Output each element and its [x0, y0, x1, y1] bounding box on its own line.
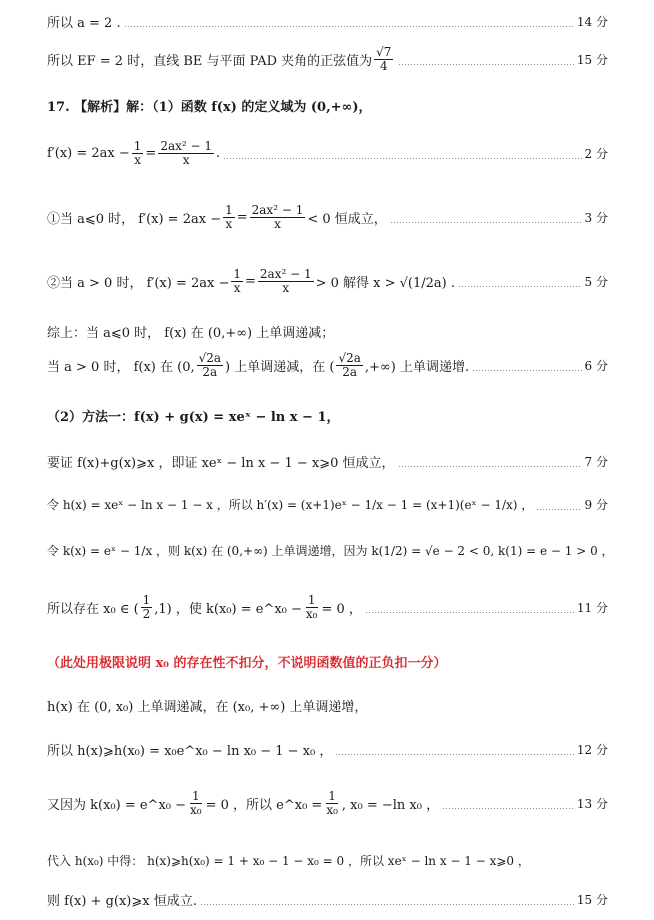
fraction-denominator: x	[282, 280, 290, 295]
line-text	[47, 204, 387, 230]
fraction-denominator: x₀	[326, 802, 338, 817]
leader-dots	[124, 26, 574, 27]
leader-dots	[442, 808, 574, 809]
line-text-mid: = 0 ，所以 e^x₀ =	[205, 797, 323, 813]
solution-line	[47, 352, 608, 378]
solution-line	[47, 452, 608, 471]
fraction-numerator: 2ax² − 1	[259, 267, 312, 281]
line-text: 要证 f(x)+g(x)⩾x ，即证 xeˣ − ln x − 1 − x⩾0 恒成立，	[47, 456, 395, 471]
fraction-numerator: 2ax² − 1	[251, 203, 304, 217]
method-heading: （2）方法一：f(x) + g(x) = xeˣ − ln x − 1，	[47, 410, 340, 425]
solution-line	[47, 696, 608, 715]
fraction-numerator: 1	[328, 789, 336, 803]
fraction	[304, 594, 320, 620]
line-text-mid: ,1) ，使 k(x₀) = e^x₀ −	[154, 601, 302, 617]
leader-dots	[365, 612, 574, 613]
line-text	[47, 46, 395, 72]
line-text-pre: ①当 a⩽0 时， f′(x) = 2ax −	[47, 211, 222, 227]
solution-line	[47, 322, 608, 341]
fraction-numerator: √2a	[198, 351, 222, 365]
line-text-mid: =	[236, 209, 248, 225]
line-text-post: , x₀ = −ln x₀ ，	[341, 797, 440, 813]
line-text: 综上：当 a⩽0 时， f(x) 在 (0,+∞) 上单调递减；	[47, 326, 335, 341]
solution-line	[47, 12, 608, 31]
fraction-numerator: 1	[307, 593, 316, 607]
line-text: 令 k(x) = eˣ − 1/x ，则 k(x) 在 (0,+∞) 上单调递增，因为 k(1/2) = √e − 2 < 0, k(1) = e − 1 > 0 ，	[47, 544, 614, 558]
fraction-numerator: 1	[133, 139, 142, 153]
solution-line	[47, 96, 608, 115]
line-text-mid: =	[245, 273, 256, 289]
line-text: h(x) 在 (0, x₀) 上单调递减，在 (x₀, +∞) 上单调递增，	[47, 700, 368, 715]
score-label: 15 分	[576, 893, 608, 907]
score-label: 11 分	[576, 600, 608, 615]
solution-line	[47, 890, 608, 909]
fraction	[132, 140, 144, 166]
fraction-denominator: 2a	[342, 364, 358, 379]
fraction	[223, 204, 235, 230]
leader-dots	[335, 754, 574, 755]
fraction-numerator: 2ax² − 1	[160, 139, 213, 153]
fraction-numerator: √2a	[338, 351, 361, 365]
score-label: 12 分	[576, 743, 608, 757]
fraction-denominator: 2a	[202, 364, 218, 379]
fraction-denominator: x	[274, 216, 281, 231]
line-text	[47, 594, 362, 620]
leader-dots	[398, 64, 573, 65]
leader-dots	[390, 222, 582, 223]
leader-dots	[458, 286, 582, 287]
line-text-post: = 0 ，	[321, 601, 362, 617]
leader-dots	[536, 509, 581, 510]
score-label: 5 分	[584, 274, 608, 289]
line-text-post: .	[216, 145, 221, 161]
line-text: 令 h(x) = xeˣ − ln x − 1 − x ，所以 h′(x) = (x+1)eˣ − 1/x − 1 = (x+1)(eˣ − 1/x) ，	[47, 498, 534, 512]
solution-line	[47, 406, 608, 425]
line-text-pre: 所以存在 x₀ ∈ (	[47, 601, 139, 617]
fraction-denominator: 2	[142, 606, 151, 621]
fraction-denominator: x	[182, 152, 190, 167]
line-text-post: ,+∞) 上单调递增.	[364, 359, 470, 375]
line-text: 所以 h(x)⩾h(x₀) = x₀e^x₀ − ln x₀ − 1 − x₀ ，	[47, 744, 333, 759]
line-text	[47, 140, 220, 166]
fraction	[231, 268, 243, 294]
score-label: 6 分	[584, 358, 608, 373]
line-text-post: > 0 解得 x > √(1/2a) .	[315, 275, 456, 291]
line-text-post: < 0 恒成立，	[307, 211, 387, 227]
score-label: 3 分	[584, 210, 608, 225]
fraction-numerator: 1	[233, 267, 241, 281]
solution-line	[47, 268, 608, 294]
line-text	[47, 268, 455, 294]
line-text-mid: =	[145, 145, 157, 161]
fraction	[188, 790, 204, 816]
line-text	[47, 790, 439, 816]
fraction-numerator: 1	[225, 203, 233, 217]
solution-line	[47, 542, 614, 559]
line-text: 所以 a = 2 .	[47, 16, 121, 31]
fraction	[141, 594, 153, 620]
line-text: 则 f(x) + g(x)⩾x 恒成立.	[47, 894, 197, 909]
score-label: 7 分	[584, 455, 608, 469]
leader-dots	[223, 158, 581, 159]
fraction	[336, 352, 362, 378]
score-label: 15 分	[576, 52, 608, 67]
fraction	[197, 352, 223, 378]
fraction-denominator: x	[225, 216, 233, 231]
line-text-mid: ) 上单调递减，在 (	[225, 359, 335, 375]
line-text: 代入 h(x₀) 中得： h(x)⩾h(x₀) = 1 + x₀ − 1 − x₀ = 0 ，所以 xeˣ − ln x − 1 − x⩾0 ，	[47, 854, 530, 868]
line-text-pre: 所以 EF = 2 时，直线 BE 与平面 PAD 夹角的正弦值为	[47, 53, 373, 69]
leader-dots	[472, 370, 581, 371]
solution-line	[47, 594, 608, 620]
score-label: 13 分	[576, 796, 608, 811]
fraction	[374, 46, 393, 72]
fraction	[324, 790, 340, 816]
problem-heading: 17. 【解析】解：（1）函数 f(x) 的定义域为 (0,+∞)，	[47, 100, 372, 115]
fraction	[258, 268, 314, 294]
fraction-denominator: x	[134, 152, 141, 167]
line-text-pre: ②当 a > 0 时， f′(x) = 2ax −	[47, 275, 230, 291]
solution-line	[47, 790, 608, 816]
solution-line	[47, 496, 608, 513]
line-text-pre: f′(x) = 2ax −	[47, 145, 130, 161]
solution-line	[47, 740, 608, 759]
solution-line	[47, 140, 608, 166]
fraction-denominator: 4	[379, 58, 388, 73]
fraction-numerator: 1	[191, 789, 200, 803]
fraction-denominator: x₀	[305, 606, 318, 621]
fraction-numerator: 1	[142, 593, 151, 607]
fraction-denominator: x	[233, 280, 241, 295]
score-label: 14 分	[576, 15, 608, 29]
fraction	[158, 140, 214, 166]
fraction-numerator: √7	[376, 45, 392, 59]
leader-dots	[398, 466, 582, 467]
fraction-denominator: x₀	[190, 802, 202, 817]
leader-dots	[200, 904, 574, 905]
grading-note: （此处用极限说明 x₀ 的存在性不扣分，不说明函数值的正负扣一分）	[47, 656, 447, 671]
solution-line	[47, 852, 608, 869]
score-label: 2 分	[584, 146, 608, 161]
solution-line	[47, 204, 608, 230]
line-text-pre: 又因为 k(x₀) = e^x₀ −	[47, 797, 187, 813]
line-text	[47, 352, 469, 378]
fraction	[250, 204, 306, 230]
solution-line	[47, 46, 608, 72]
score-label: 9 分	[584, 498, 608, 512]
line-text-pre: 当 a > 0 时， f(x) 在 (0,	[47, 359, 195, 375]
